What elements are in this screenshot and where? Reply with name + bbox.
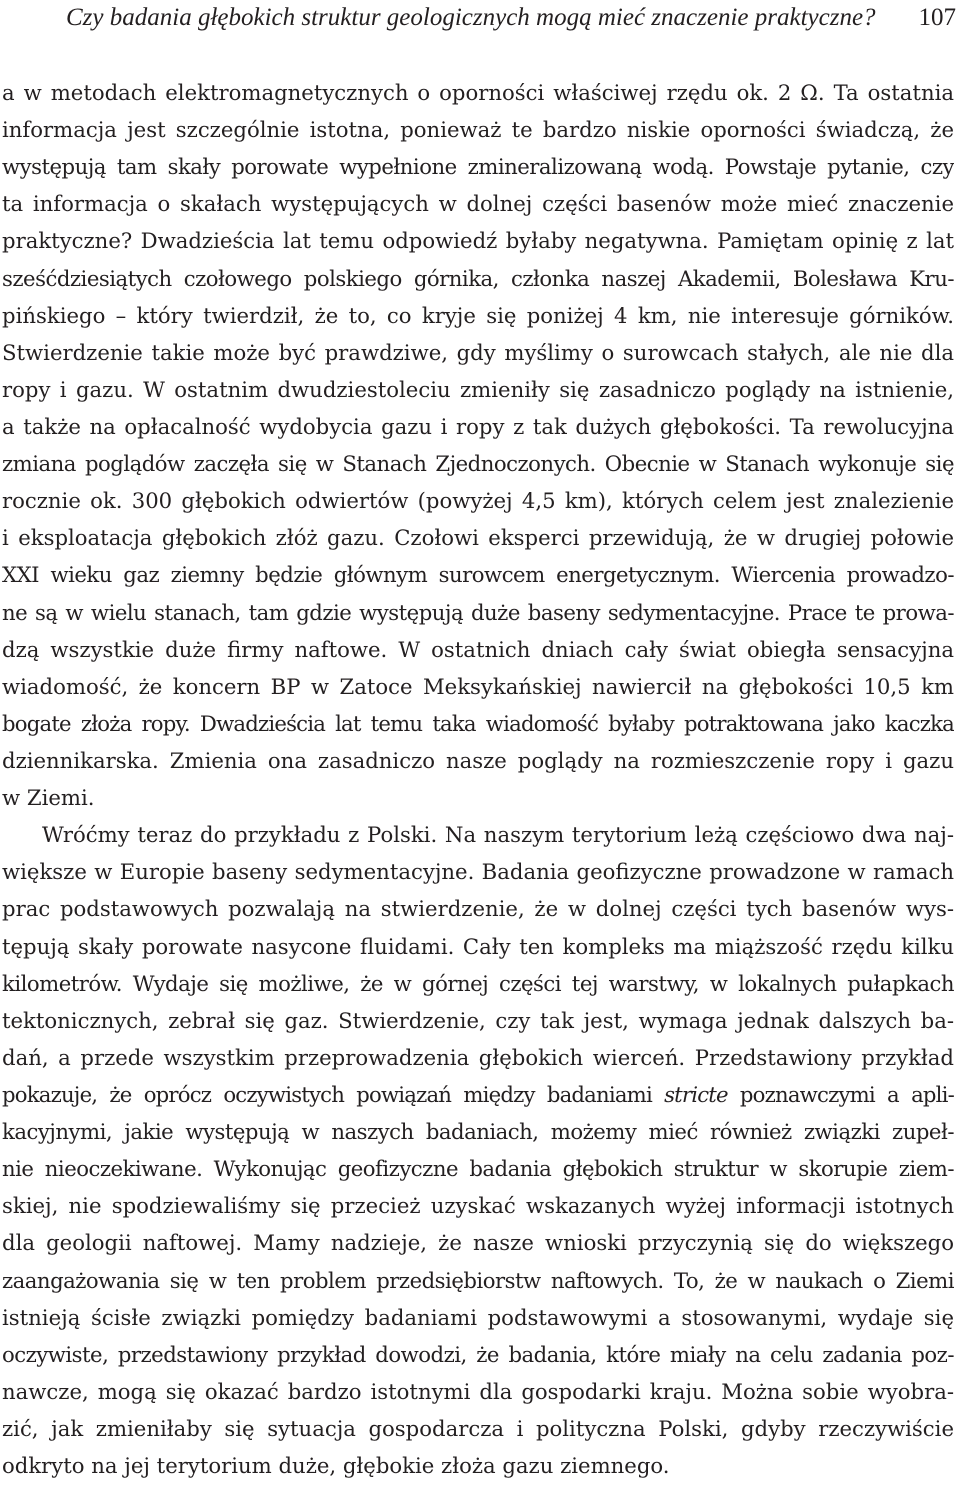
text-line: w Ziemi. xyxy=(2,785,95,811)
text-line: XXI wieku gaz ziemny będzie głównym surowcem energetycznym. Wiercenia prowadzo- xyxy=(2,562,954,588)
text-line: dla geologii naftowej. Mamy nadzieje, że nasze wnioski przyczynią się do większego xyxy=(2,1230,954,1256)
text-line: skiej, nie spodziewaliśmy się przecież uzyskać wskazanych wyżej informacji istotnych xyxy=(2,1193,954,1219)
text-line: nawcze, mogą się okazać bardzo istotnymi dla gospodarki kraju. Można sobie wyobra- xyxy=(2,1378,954,1404)
running-title: Czy badania głębokich struktur geologicznych mogą mieć znaczenie praktyczne? xyxy=(66,4,876,31)
text-line: kacyjnymi, jakie występują w naszych badaniach, możemy mieć również związki zupeł- xyxy=(2,1119,954,1145)
text-line: pińskiego – który twierdził, że to, co kryje się poniżej 4 km, nie interesuje górników. xyxy=(2,302,954,328)
text-line: odkryto na jej terytorium duże, głębokie złoża gazu ziemnego. xyxy=(2,1453,670,1479)
text-line: bogate złoża ropy. Dwadzieścia lat temu taka wiadomość byłaby potraktowana jako kaczka xyxy=(2,710,954,736)
text-line: dzą wszystkie duże firmy naftowe. W ostatnich dniach cały świat obiegła sensacyjna xyxy=(2,636,954,662)
text-line: kilometrów. Wydaje się możliwe, że w górnej części tej warstwy, w lokalnych pułapkach xyxy=(2,970,954,996)
text-line: ropy i gazu. W ostatnim dwudziestoleciu zmieniły się zasadniczo poglądy na istnienie, xyxy=(2,376,954,402)
text-line: nie nieoczekiwane. Wykonując geofizyczne badania głębokich struktur w skorupie ziem- xyxy=(2,1156,954,1182)
text-line: ta informacja o skałach występujących w dolnej części basenów może mieć znaczenie xyxy=(2,191,954,217)
text-line: zaangażowania się w ten problem przedsiębiorstw naftowych. To, że w naukach o Ziemi xyxy=(2,1267,954,1293)
text-line: prac podstawowych pozwalają na stwierdzenie, że w dolnej części tych basenów wys- xyxy=(2,896,954,922)
text-line: sześćdziesiątych czołowego polskiego górnika, członka naszej Akademii, Bolesława Kru- xyxy=(2,265,954,291)
text-line: występują tam skały porowate wypełnione zmineralizowaną wodą. Powstaje pytanie, czy xyxy=(2,154,954,180)
text-line: oczywiste, przedstawiony przykład dowodzi, że badania, które miały na celu zadania poz- xyxy=(2,1341,954,1367)
text-line: tępują skały porowate nasycone fluidami. Cały ten kompleks ma miąższość rzędu kilku xyxy=(2,933,954,959)
paragraph-2 xyxy=(2,816,954,1484)
text-line: wiadomość, że koncern BP w Zatoce Meksykańskiej nawiercił na głębokości 10,5 km xyxy=(2,673,954,699)
text-line: i eksploatacja głębokich złóż gazu. Czołowi eksperci przewidują, że w drugiej połowie xyxy=(2,525,954,551)
text-line: praktyczne? Dwadzieścia lat temu odpowiedź byłaby negatywna. Pamiętam opinię z lat xyxy=(2,228,954,254)
page-number: 107 xyxy=(918,4,956,31)
text-line: istnieją ścisłe związki pomiędzy badaniami podstawowymi a stosowanymi, wydaje się xyxy=(2,1304,954,1330)
text-line: większe w Europie baseny sedymentacyjne. Badania geofizyczne prowadzone w ramach xyxy=(2,859,954,885)
text-line: Stwierdzenie takie może być prawdziwe, gdy myślimy o surowcach stałych, ale nie dla xyxy=(2,339,954,365)
text-line: dziennikarska. Zmienia ona zasadniczo nasze poglądy na rozmieszczenie ropy i gazu xyxy=(2,747,954,773)
text-line: rocznie ok. 300 głębokich odwiertów (powyżej 4,5 km), których celem jest znalezienie xyxy=(2,488,954,514)
body-text xyxy=(2,74,954,1484)
text-line: zić, jak zmieniłaby się sytuacja gospodarcza i polityczna Polski, gdyby rzeczywiście xyxy=(2,1415,954,1441)
running-header xyxy=(66,2,956,34)
text-line: ne są w wielu stanach, tam gdzie występują duże baseny sedymentacyjne. Prace te prowa- xyxy=(2,599,954,625)
text-line: dań, a przede wszystkim przeprowadzenia głębokich wierceń. Przedstawiony przykład xyxy=(2,1044,954,1070)
paragraph-1 xyxy=(2,74,954,816)
text-line: Wróćmy teraz do przykładu z Polski. Na naszym terytorium leżą częściowo dwa naj- xyxy=(42,822,954,848)
text-line xyxy=(2,1076,954,1113)
text-line: informacja jest szczególnie istotna, ponieważ te bardzo niskie oporności świadczą, że xyxy=(2,117,954,143)
text-line: a w metodach elektromagnetycznych o oporności właściwej rzędu ok. 2 Ω. Ta ostatnia xyxy=(2,80,954,105)
text-segment: poznawczymi a apli- xyxy=(727,1081,954,1107)
text-line: tektonicznych, zebrał się gaz. Stwierdzenie, czy tak jest, wymaga jednak dalszych ba- xyxy=(2,1007,954,1033)
text-segment: pokazuje, że oprócz oczywistych powiązań między badaniami xyxy=(2,1081,665,1107)
text-line: a także na opłacalność wydobycia gazu i ropy z tak dużych głębokości. Ta rewolucyjna xyxy=(2,413,954,439)
italic-term: stricte xyxy=(664,1081,728,1107)
text-line: zmiana poglądów zaczęła się w Stanach Zjednoczonych. Obecnie w Stanach wykonuje się xyxy=(2,451,954,477)
